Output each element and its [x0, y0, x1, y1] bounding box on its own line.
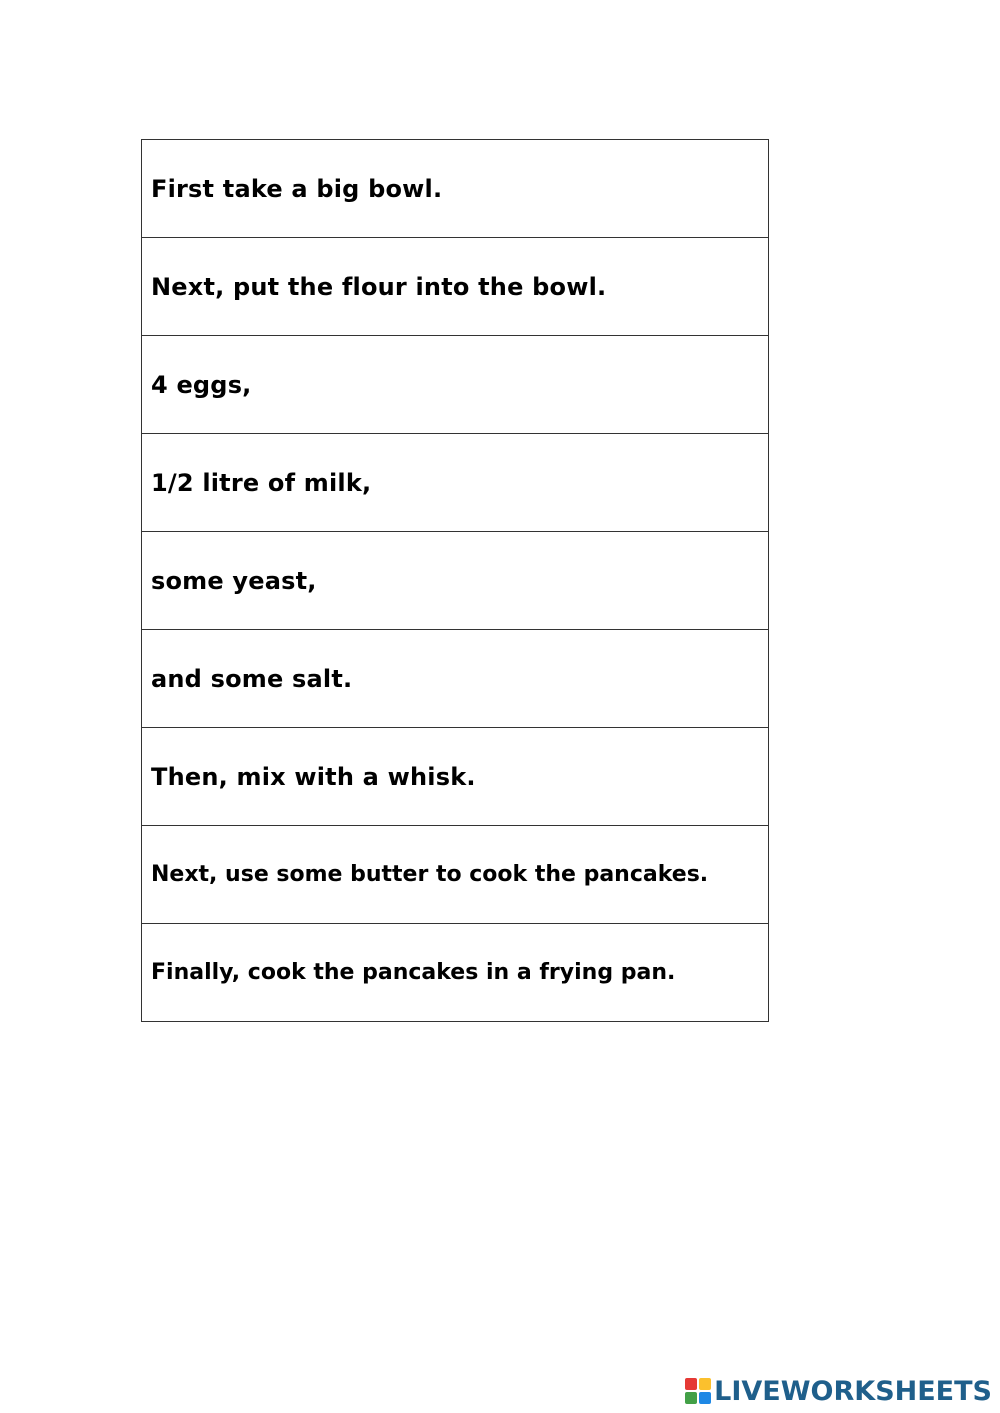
- step-cell[interactable]: some yeast,: [142, 532, 769, 630]
- logo-square: [699, 1378, 711, 1390]
- step-cell[interactable]: Finally, cook the pancakes in a frying pan.: [142, 924, 769, 1022]
- table-row: [142, 238, 769, 336]
- logo-square: [699, 1392, 711, 1404]
- table-row: [142, 728, 769, 826]
- brand-name: LIVEWORKSHEETS: [714, 1375, 992, 1407]
- table-row: [142, 630, 769, 728]
- table-row: [142, 532, 769, 630]
- step-cell[interactable]: Next, put the flour into the bowl.: [142, 238, 769, 336]
- step-cell[interactable]: 4 eggs,: [142, 336, 769, 434]
- table-row: [142, 826, 769, 924]
- liveworksheets-logo: [685, 1375, 992, 1407]
- steps-table: [141, 139, 769, 1022]
- table-row: [142, 924, 769, 1022]
- step-cell[interactable]: First take a big bowl.: [142, 140, 769, 238]
- table-row: [142, 434, 769, 532]
- table-row: [142, 336, 769, 434]
- logo-square: [685, 1392, 697, 1404]
- step-cell[interactable]: and some salt.: [142, 630, 769, 728]
- step-cell[interactable]: Then, mix with a whisk.: [142, 728, 769, 826]
- liveworksheets-logo-icon: [685, 1378, 711, 1404]
- table-row: [142, 140, 769, 238]
- step-cell[interactable]: 1/2 litre of milk,: [142, 434, 769, 532]
- step-cell[interactable]: Next, use some butter to cook the pancakes.: [142, 826, 769, 924]
- logo-square: [685, 1378, 697, 1390]
